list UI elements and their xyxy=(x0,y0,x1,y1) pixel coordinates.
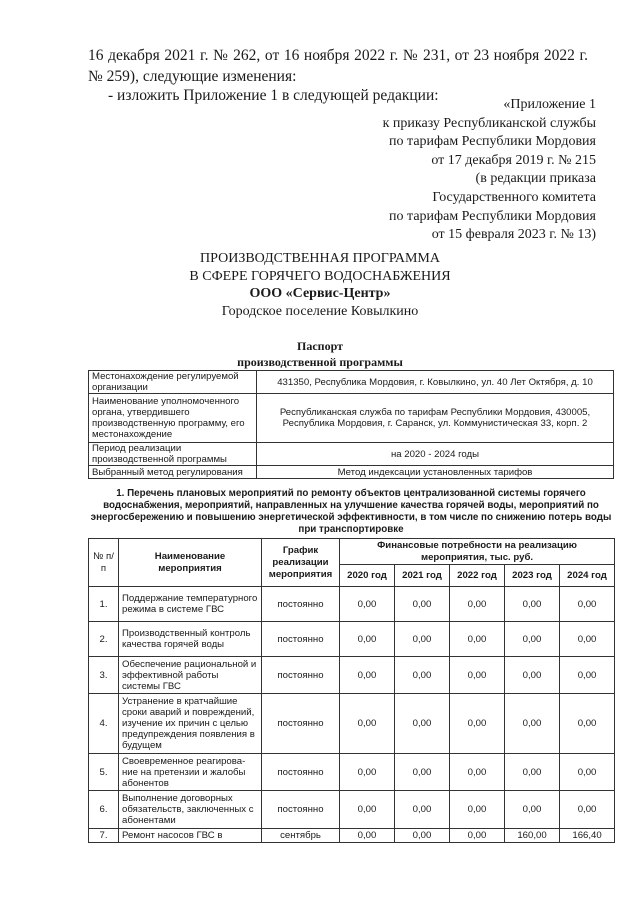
intro-line-1: 16 декабря 2021 г. № 262, от 16 ноября 2022 г. № 231, от 23 ноября 2022 г. xyxy=(88,47,588,64)
annex-line: по тарифам Республики Мордовия xyxy=(389,208,596,224)
row-name: Ремонт насосов ГВС в xyxy=(119,829,262,843)
title-line-2: В СФЕРЕ ГОРЯЧЕГО ВОДОСНАБЖЕНИЯ xyxy=(189,268,451,284)
annex-line: (в редакции приказа xyxy=(475,171,596,187)
row-value: 0,00 xyxy=(340,587,395,622)
row-value: 0,00 xyxy=(560,754,615,791)
row-schedule: постоянно xyxy=(262,694,340,754)
row-name: Обеспечение рациональной и эффективной работы системы ГВС xyxy=(119,657,262,694)
header-schedule: График реализации мероприятия xyxy=(262,539,340,587)
row-value: 0,00 xyxy=(505,657,560,694)
passport-label: Местонахождение регулируемой организации xyxy=(89,371,257,394)
row-value: 0,00 xyxy=(505,791,560,829)
table-row xyxy=(89,829,615,843)
row-value: 0,00 xyxy=(505,587,560,622)
row-value: 0,00 xyxy=(450,694,505,754)
row-value: 0,00 xyxy=(395,622,450,657)
row-value: 0,00 xyxy=(450,791,505,829)
row-value: 0,00 xyxy=(340,829,395,843)
row-value: 0,00 xyxy=(505,622,560,657)
row-name: Устранение в кратчайшие сроки аварий и повреждений, изучение их причин с целью предупреждения появления в будущем xyxy=(119,694,262,754)
annex-line: по тарифам Республики Мордовия xyxy=(389,134,596,150)
header-num: № п/п xyxy=(89,539,119,587)
row-num: 3. xyxy=(89,657,119,694)
row-num: 4. xyxy=(89,694,119,754)
row-value: 0,00 xyxy=(395,587,450,622)
row-num: 7. xyxy=(89,829,119,843)
table-row xyxy=(89,587,615,622)
annex-line: «Приложение 1 xyxy=(503,97,596,112)
passport-row xyxy=(89,466,614,479)
table-row xyxy=(89,657,615,694)
passport-value: на 2020 - 2024 годы xyxy=(257,443,614,466)
row-schedule: постоянно xyxy=(262,754,340,791)
measures-table xyxy=(88,538,615,843)
row-value: 0,00 xyxy=(395,694,450,754)
passport-row xyxy=(89,394,614,443)
row-value: 166,40 xyxy=(560,829,615,843)
program-title xyxy=(0,250,640,320)
row-num: 2. xyxy=(89,622,119,657)
header-finance: Финансовые потребности на реализацию мероприятия, тыс. руб. xyxy=(340,539,615,565)
header-year: 2024 год xyxy=(560,565,615,587)
organization-name: ООО «Сервис-Центр» xyxy=(249,286,391,301)
row-value: 0,00 xyxy=(450,657,505,694)
row-schedule: постоянно xyxy=(262,657,340,694)
intro-line-2: № 259), следующие изменения: xyxy=(88,68,297,85)
row-name: Производственный контроль качества горячей воды xyxy=(119,622,262,657)
row-value: 0,00 xyxy=(450,754,505,791)
passport-row xyxy=(89,443,614,466)
row-name: Выполнение договорных обязательств, заключенных с абонентами xyxy=(119,791,262,829)
intro-paragraph xyxy=(88,45,588,87)
passport-table xyxy=(88,370,614,479)
table-row xyxy=(89,694,615,754)
table-row xyxy=(89,791,615,829)
row-schedule: постоянно xyxy=(262,587,340,622)
header-name: Наименование мероприятия xyxy=(119,539,262,587)
passport-heading xyxy=(0,338,640,370)
row-value: 0,00 xyxy=(340,657,395,694)
row-value: 0,00 xyxy=(450,622,505,657)
row-num: 5. xyxy=(89,754,119,791)
row-value: 0,00 xyxy=(340,791,395,829)
row-value: 0,00 xyxy=(395,754,450,791)
row-schedule: сентябрь xyxy=(262,829,340,843)
title-line-1: ПРОИЗВОДСТВЕННАЯ ПРОГРАММА xyxy=(200,251,440,266)
passport-value: Метод индексации установленных тарифов xyxy=(257,466,614,479)
row-value: 0,00 xyxy=(560,657,615,694)
annex-block xyxy=(383,96,596,245)
intro-bullet: - изложить Приложение 1 в следующей редакции: xyxy=(108,87,439,104)
table-header-row xyxy=(89,539,615,565)
annex-line: от 17 декабря 2019 г. № 215 xyxy=(431,152,596,168)
row-schedule: постоянно xyxy=(262,791,340,829)
row-schedule: постоянно xyxy=(262,622,340,657)
header-year: 2023 год xyxy=(505,565,560,587)
row-value: 0,00 xyxy=(560,694,615,754)
passport-label: Наименование уполномоченного органа, утвердившего производственную программу, его местонахождение xyxy=(89,394,257,443)
table-row xyxy=(89,754,615,791)
settlement-name: Городское поселение Ковылкино xyxy=(221,303,419,319)
row-value: 0,00 xyxy=(395,657,450,694)
row-name: Своевременное реагирование на претензии и жалобы абонентов xyxy=(119,754,262,791)
row-value: 0,00 xyxy=(395,791,450,829)
passport-label: Период реализации производственной программы xyxy=(89,443,257,466)
row-value: 0,00 xyxy=(395,829,450,843)
header-year: 2022 год xyxy=(450,565,505,587)
passport-value: Республиканская служба по тарифам Республики Мордовия, 430005, Республика Мордовия, г. Саранск, ул. Коммунистическая 33, корп. 2 xyxy=(257,394,614,443)
passport-label: Выбранный метод регулирования xyxy=(89,466,257,479)
row-value: 0,00 xyxy=(340,694,395,754)
row-num: 6. xyxy=(89,791,119,829)
row-value: 0,00 xyxy=(450,587,505,622)
row-value: 0,00 xyxy=(505,694,560,754)
annex-line: к приказу Республиканской службы xyxy=(382,115,596,131)
row-value: 160,00 xyxy=(505,829,560,843)
row-value: 0,00 xyxy=(340,754,395,791)
header-year: 2021 год xyxy=(395,565,450,587)
row-value: 0,00 xyxy=(505,754,560,791)
passport-value: 431350, Республика Мордовия, г. Ковылкино, ул. 40 Лет Октября, д. 10 xyxy=(257,371,614,394)
annex-line: Государственного комитета xyxy=(432,189,596,205)
annex-line: от 15 февраля 2023 г. № 13) xyxy=(431,227,596,243)
header-year: 2020 год xyxy=(340,565,395,587)
row-value: 0,00 xyxy=(560,791,615,829)
row-name: Поддержание температурного режима в системе ГВС xyxy=(119,587,262,622)
passport-heading-2: производственной программы xyxy=(237,355,403,369)
row-value: 0,00 xyxy=(450,829,505,843)
passport-row xyxy=(89,371,614,394)
passport-heading-1: Паспорт xyxy=(297,339,343,353)
row-value: 0,00 xyxy=(340,622,395,657)
section-1-title: 1. Перечень плановых мероприятий по ремонту объектов централизованной системы горячего водоснабжения, мероприятий, направленных на улучшение качества горячей воды, мероприятий по энергосбережению и повышению энергетической эффективности, в том числе по снижению потерь воды при транспортировке xyxy=(90,488,612,535)
row-value: 0,00 xyxy=(560,587,615,622)
row-value: 0,00 xyxy=(560,622,615,657)
row-num: 1. xyxy=(89,587,119,622)
table-row xyxy=(89,622,615,657)
